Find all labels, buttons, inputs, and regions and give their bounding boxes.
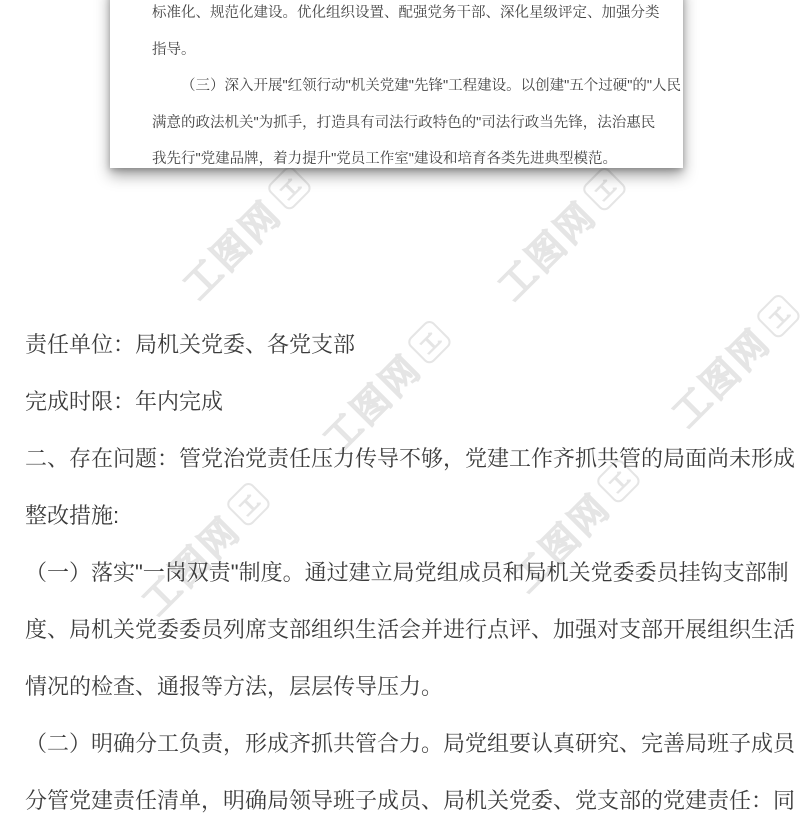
fragment-line: 我先行"党建品牌，着力提升"党员工作室"建设和培育各类先进典型模范。 <box>152 151 617 167</box>
fragment-line: 指导。 <box>152 41 196 58</box>
body-line-problem-heading: 二、存在问题：管党治党责任压力传导不够，党建工作齐抓共管的局面尚未形成 <box>25 446 796 471</box>
body-line-responsible-unit: 责任单位：局机关党委、各党支部 <box>25 332 356 357</box>
body-line-measures-heading: 整改措施: <box>25 503 120 528</box>
watermark <box>168 157 320 309</box>
watermark-text: 工图网 <box>490 194 605 308</box>
watermark-text: 工图网 <box>664 321 779 435</box>
fragment-text-block <box>110 0 683 178</box>
watermark-text: 工图网 <box>504 486 619 600</box>
watermark-logo-icon: 工 <box>754 292 802 340</box>
watermark-text: 工图网 <box>134 509 249 623</box>
body-line: 度、局机关党委委员列席支部组织生活会并进行点评、加强对支部开展组织生活 <box>25 617 796 642</box>
watermark-logo-icon: 工 <box>405 318 453 366</box>
watermark-text: 工图网 <box>175 193 290 307</box>
watermark-logo-icon: 工 <box>224 480 272 528</box>
watermark-text: 工图网 <box>315 347 430 461</box>
watermark-logo-icon: 工 <box>580 165 628 213</box>
body-line: 情况的检查、通报等方法，层层传导压力。 <box>25 674 444 699</box>
body-line: 分管党建责任清单，明确局领导班子成员、局机关党委、党支部的党建责任：同 <box>25 788 796 813</box>
body-line: （一）落实"一岗双责"制度。通过建立局党组成员和局机关党委委员挂钩支部制 <box>25 560 789 585</box>
body-line-deadline: 完成时限：年内完成 <box>25 389 224 414</box>
fragment-line: 标准化、规范化建设。优化组织设置、配强党务干部、深化星级评定、加强分类 <box>152 5 660 21</box>
body-line: （二）明确分工负责，形成齐抓共管合力。局党组要认真研究、完善局班子成员 <box>25 731 796 756</box>
watermark-logo-icon: 工 <box>265 164 313 212</box>
watermark <box>483 158 635 310</box>
document-body <box>25 316 797 829</box>
watermark-logo-icon: 工 <box>594 457 642 505</box>
fragment-line: （三）深入开展"红领行动"机关党建"先锋"工程建设。以创建"五个过硬"的"人民 <box>181 78 682 94</box>
fragment-line: 满意的政法机关"为抓手，打造具有司法行政特色的"司法行政当先锋，法治惠民 <box>152 114 656 131</box>
document-page-fragment <box>110 0 683 168</box>
